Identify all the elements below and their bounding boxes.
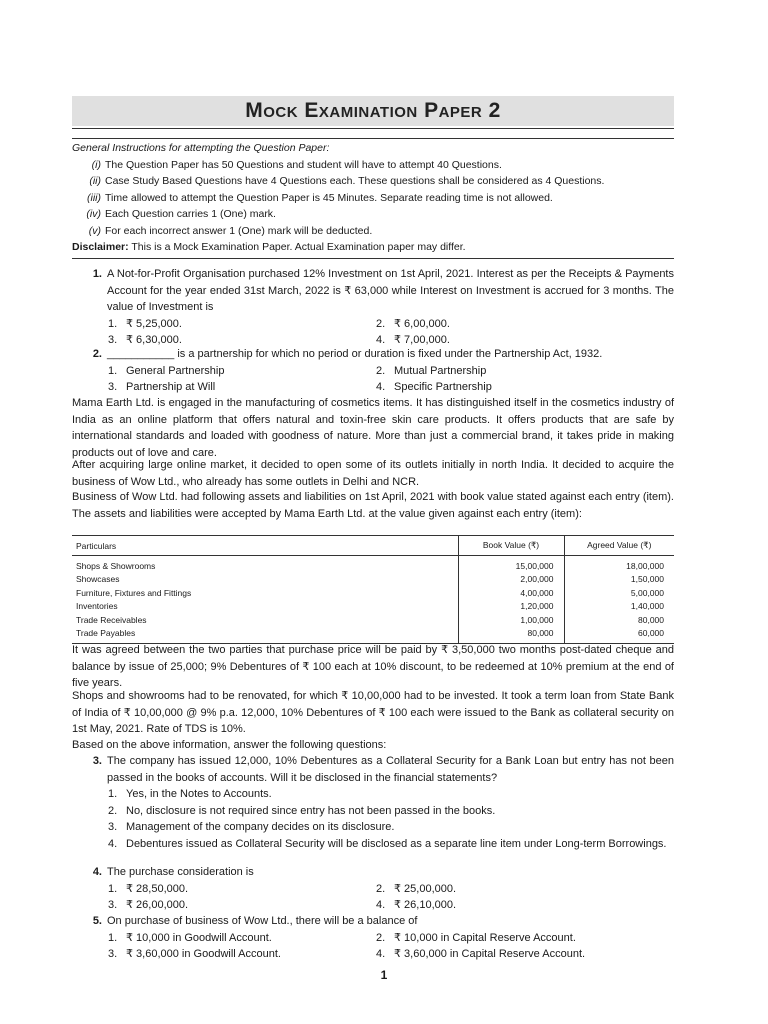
table-row: Trade Payables 80,000 60,000: [72, 627, 674, 644]
table-row: Inventories 1,20,000 1,40,000: [72, 600, 674, 613]
table-row: Shops & Showrooms 15,00,000 18,00,000: [72, 556, 674, 574]
header-book-value: Book Value (₹): [458, 536, 564, 556]
instructions-bottom-rule: [72, 258, 674, 259]
option: 4. Debentures issued as Collateral Security will be disclosed as a separate line item under Long-term Borrowings.: [108, 837, 667, 850]
question-text: On purchase of business of Wow Ltd., there will be a balance of: [107, 915, 418, 927]
case-paragraph-3: Business of Wow Ltd. had following assets and liabilities on 1st April, 2021 with book value stated against each entry (item). The assets and liabilities were accepted by Mama Earth Ltd. at the value given against each entry (item):: [72, 491, 674, 520]
option: 3. ₹ 26,00,000.: [108, 899, 189, 911]
instruction-item: (i) The Question Paper has 50 Questions and student will have to attempt 40 Questions.: [91, 158, 502, 171]
disclaimer: Disclaimer: This is a Mock Examination Paper. Actual Examination paper may differ.: [72, 241, 466, 253]
option: 3. Management of the company decides on its disclosure.: [108, 821, 395, 833]
option: 4. ₹ 26,10,000.: [376, 899, 457, 911]
question-text: The company has issued 12,000, 10% Debentures as a Collateral Security for a Bank Loan but entry has not been passed in the books of accounts. Will it be disclosed in the financial statements?: [107, 755, 674, 784]
option: 3. Partnership at Will: [108, 381, 216, 393]
case-paragraph-2: After acquiring large online market, it decided to open some of its outlets initially in north India. It decided to acquire the business of Wow Ltd., who already has some outlets in Delhi and NCR.: [72, 459, 674, 488]
header-particulars: Particulars: [72, 536, 458, 556]
title-rule: [72, 128, 674, 129]
instruction-item: (iv) Each Question carries 1 (One) mark.: [86, 208, 276, 220]
options: [72, 363, 674, 396]
assets-table: [72, 535, 674, 644]
option: 1. Yes, in the Notes to Accounts.: [108, 788, 272, 800]
question-2: 2. ___________ is a partnership for which no period or duration is fixed under the Partnership Act, 1932. 1. General Partnership 2. Mutual Partnership 3. Partnership at Will 4. Specific Partnership: [72, 346, 674, 396]
case-paragraph-4: It was agreed between the two parties that purchase price will be paid by ₹ 3,50,000 two months post-dated cheque and balance by issue of 25,000; 9% Debentures of ₹ 100 each at 10% discount, to be redeemed at 10% premium at the end of five years.: [72, 644, 674, 689]
option: 2. No, disclosure is not required since entry has not been passed in the books.: [108, 804, 496, 817]
case-paragraph-1: Mama Earth Ltd. is engaged in the manufacturing of cosmetics items. It has distinguished itself in the cosmetics industry of India as an online platform that offers natural and toxin-free skin care products. It offers products that are safe by international standards and loaded with goodness of nature. More than just a commercial brand, it takes pride in making products out of love and care.: [72, 397, 674, 459]
question-text: ___________ is a partnership for which no period or duration is fixed under the Partnership Act, 1932.: [107, 348, 603, 360]
option: 3. ₹ 3,60,000 in Goodwill Account.: [108, 948, 281, 960]
question-text: A Not-for-Profit Organisation purchased 12% Investment on 1st April, 2021. Interest as per the Receipts & Payments Account for the year ended 31st March, 2022 is ₹ 63,000 while Interest on Investment is accrued for 3 months. The value of Investment is: [107, 268, 674, 313]
question-4: 4. The purchase consideration is 1. ₹ 28,50,000. 2. ₹ 25,00,000. 3. ₹ 26,00,000. 4. ₹ 26,10,000.: [72, 864, 674, 914]
header-agreed-value: Agreed Value (₹): [564, 536, 674, 556]
case-paragraph-5: Shops and showrooms had to be renovated, for which ₹ 10,00,000 had to be invested. It took a term loan from State Bank of India of ₹ 10,00,000 @ 9% p.a. 12,000, 10% Debentures of ₹ 100 each were issued to the Bank as collateral security on 1st May, 2021. Rate of TDS is 10%.: [72, 690, 674, 735]
case-paragraph-6: Based on the above information, answer the following questions:: [72, 739, 387, 751]
question-5: 5. On purchase of business of Wow Ltd., there will be a balance of 1. ₹ 10,000 in Goodwill Account. 2. ₹ 10,000 in Capital Reserve Account. 3. ₹ 3,60,000 in Goodwill Account. 4. ₹ 3,60,000 in Capital Reserve Account.: [72, 913, 674, 963]
option: 2. ₹ 25,00,000.: [376, 882, 457, 895]
question-3: 3. The company has issued 12,000, 10% Debentures as a Collateral Security for a Bank Loan but entry has not been passed in the books of accounts. Will it be disclosed in the financial statements? 1. Yes, in the Notes to Accounts. 2. No, disclosure is not required since entry has not been passed in the books. 3. Management of the company decides on its disclosure. 4. Debentures issued as Collateral Security will be disclosed as a separate line item under Long-term Borrowings.: [72, 753, 674, 852]
question-text: The purchase consideration is: [107, 866, 254, 878]
options: [72, 316, 674, 349]
table-header-row: [72, 536, 674, 556]
options: [72, 881, 674, 914]
option: 2. ₹ 6,00,000.: [376, 317, 450, 330]
instruction-item: (ii) Case Study Based Questions have 4 Questions each. These questions shall be considered as 4 Questions.: [89, 175, 605, 187]
table-row: Trade Receivables 1,00,000 80,000: [72, 614, 674, 627]
table-row: Furniture, Fixtures and Fittings 4,00,000 5,00,000: [72, 587, 674, 600]
options: [72, 930, 674, 963]
option: 2. Mutual Partnership: [376, 364, 487, 377]
option: 3. ₹ 6,30,000.: [108, 334, 182, 346]
option: 1. ₹ 28,50,000.: [108, 882, 189, 895]
instructions-block: [72, 140, 674, 256]
option: 4. ₹ 3,60,000 in Capital Reserve Account.: [376, 948, 586, 960]
option: 4. Specific Partnership: [376, 381, 492, 393]
options: [72, 786, 674, 852]
question-1: 1. A Not-for-Profit Organisation purchased 12% Investment on 1st April, 2021. Interest as per the Receipts & Payments Account for the year ended 31st March, 2022 is ₹ 63,000 while Interest on Investment is accrued for 3 months. The value of Investment is 1. ₹ 5,25,000. 2. ₹ 6,00,000. 3. ₹ 6,30,000. 4. ₹ 7,00,000.: [72, 266, 674, 349]
instructions-heading: General Instructions for attempting the Question Paper:: [72, 142, 330, 154]
page-title: Mock Examination Paper 2: [245, 99, 501, 122]
instructions-top-rule: [72, 138, 674, 139]
page-number: 1: [380, 968, 388, 982]
option: 4. ₹ 7,00,000.: [376, 334, 450, 346]
option: 1. ₹ 10,000 in Goodwill Account.: [108, 931, 272, 944]
option: 1. ₹ 5,25,000.: [108, 317, 182, 330]
title-band: [72, 96, 674, 126]
option: 2. ₹ 10,000 in Capital Reserve Account.: [376, 931, 576, 944]
instruction-item: (iii) Time allowed to attempt the Question Paper is 45 Minutes. Separate reading time is not allowed.: [87, 191, 553, 204]
instruction-item: (v) For each incorrect answer 1 (One) mark will be deducted.: [88, 224, 373, 237]
option: 1. General Partnership: [108, 364, 225, 377]
table-row: Showcases 2,00,000 1,50,000: [72, 573, 674, 586]
